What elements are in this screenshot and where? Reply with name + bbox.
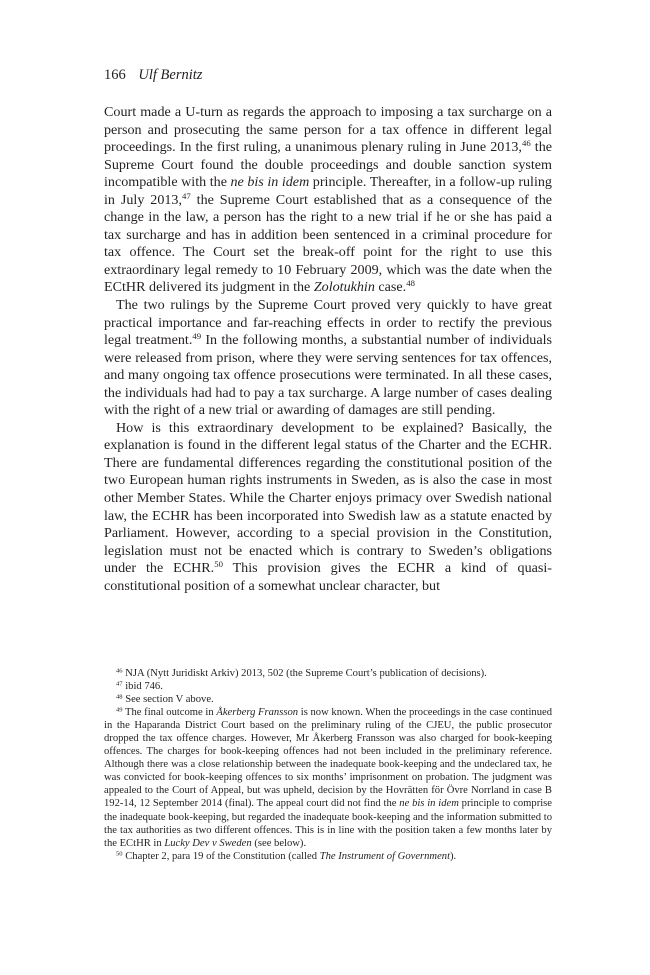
footnote-ref-49[interactable]: 49 — [192, 331, 202, 342]
footnote-46 — [104, 667, 552, 680]
text-run: principle. Thereafter, in a follow-up ruling in July 2013, — [104, 174, 552, 208]
page — [104, 66, 552, 595]
page-number: 166 — [104, 67, 126, 83]
footnote-number: 49 — [116, 706, 123, 714]
footnote-number: 46 — [116, 667, 123, 675]
text-run: The two rulings by the Supreme Court proved very quickly to have great practical importance and far-reaching effects in order to rectify the previous legal treatment. — [104, 297, 552, 349]
footnote-text: Chapter 2, para 19 of the Constitution (called — [122, 850, 320, 862]
footnote-text: (see below). — [251, 837, 307, 849]
footnote-text: principle to comprise the inadequate book-keeping, but regarded the inadequate book-keeping and the information submitted to the tax authorities as two different offences. This is in line with the position taken a few months later by the ECtHR in — [104, 798, 553, 849]
footnote-ref-47[interactable]: 47 — [182, 190, 191, 201]
footnote-number: 48 — [116, 693, 123, 701]
footnote-47 — [104, 680, 552, 693]
italic-case-name: Zolotukhin — [313, 279, 375, 296]
footnote-ref-48[interactable]: 48 — [406, 278, 415, 289]
text-run: How is this extraordinary development to be explained? Basically, the explanation is found in the different legal status of the Charter and the ECHR. There are fundamental differences regarding the constitutional position of the two European human rights instruments in Sweden, as is also the case in most other Member States. While the Charter enjoys primacy over Swedish national law, the ECHR has been incorporated into Swedish law as a statute enacted by Parliament. However, according to a special provision in the Constitution, legislation must not be enacted which is contrary to Sweden’s obligations under the ECHR. — [104, 419, 552, 577]
text-run: Court made a U-turn as regards the approach to imposing a tax surcharge on a person and prosecuting the same person for a tax offence in different legal proceedings. In the first ruling, a unanimous plenary ruling in June 2013, — [104, 104, 552, 156]
footnote-50 — [104, 850, 552, 863]
text-run: the Supreme Court established that as a consequence of the change in the law, a person has the right to a new trial if he or she has paid a tax surcharge and has in addition been sentenced in a criminal procedure for tax offence. The Court set the break-off point for the right to use this extraordinary legal remedy to 10 February 2009, which was the date when the ECtHR delivered its judgment in the — [104, 191, 552, 296]
footnote-text: ibid 746. — [122, 681, 163, 693]
running-header — [104, 66, 552, 84]
body-text — [104, 104, 552, 595]
text-run: case. — [374, 279, 407, 296]
footnote-text: ). — [450, 850, 457, 862]
paragraph-2 — [104, 297, 552, 420]
italic-term: ne bis in idem — [399, 798, 459, 810]
paragraph-1 — [104, 104, 552, 297]
italic-case-name: Åkerberg Fransson — [216, 707, 299, 719]
footnote-text: is now known. When the proceedings in the case continued in the Haparanda District Court based on the preliminary ruling of the CJEU, the public prosecutor dropped the tax offence charges. However, Mr Åkerberg Fransson was also charged for book-keeping offences. The charges for book-keeping offences had not been included in the preliminary reference. Although there was a close relationship between the inadequate book-keeping and the undeclared tax, he was convicted for book-keeping offences to six months’ imprisonment on probation. The judgment was appealed to the Court of Appeal, but was upheld, decision by the Hovrätten för Övre Norrland in case B 192-14, 12 September 2014 (final). The appeal court did not find the — [104, 707, 553, 810]
running-author: Ulf Bernitz — [138, 67, 203, 83]
footnote-text: The final outcome in — [122, 707, 217, 719]
italic-title: The Instrument of Government — [319, 850, 451, 862]
footnote-48 — [104, 693, 552, 706]
italic-term: ne bis in idem — [230, 174, 310, 191]
footnote-ref-50[interactable]: 50 — [214, 559, 223, 570]
text-run: This provision gives the ECHR a kind of quasi-constitutional position of a somewhat unclear character, but — [104, 560, 553, 594]
footnote-49 — [104, 706, 552, 850]
footnote-text: NJA (Nytt Juridiskt Arkiv) 2013, 502 (the Supreme Court’s publication of decisions). — [122, 668, 487, 679]
footnote-ref-46[interactable]: 46 — [521, 138, 531, 149]
footnote-text: See section V above. — [122, 694, 214, 706]
footnotes — [104, 667, 552, 863]
italic-case-name: Lucky Dev v Sweden — [164, 837, 252, 849]
text-run: the Supreme Court found the double proceedings and double sanction system incompatible with the — [104, 139, 552, 191]
paragraph-3 — [104, 420, 552, 595]
footnote-number: 50 — [116, 850, 123, 858]
text-run: In the following months, a substantial number of individuals were released from prison, where they were serving sentences for tax offences, and many ongoing tax offence prosecutions were terminated. In all these cases, the individuals had had to pay a tax surcharge. A large number of cases dealing with the right of a new trial or awarding of damages are still pending. — [104, 332, 552, 419]
footnote-number: 47 — [116, 680, 123, 688]
